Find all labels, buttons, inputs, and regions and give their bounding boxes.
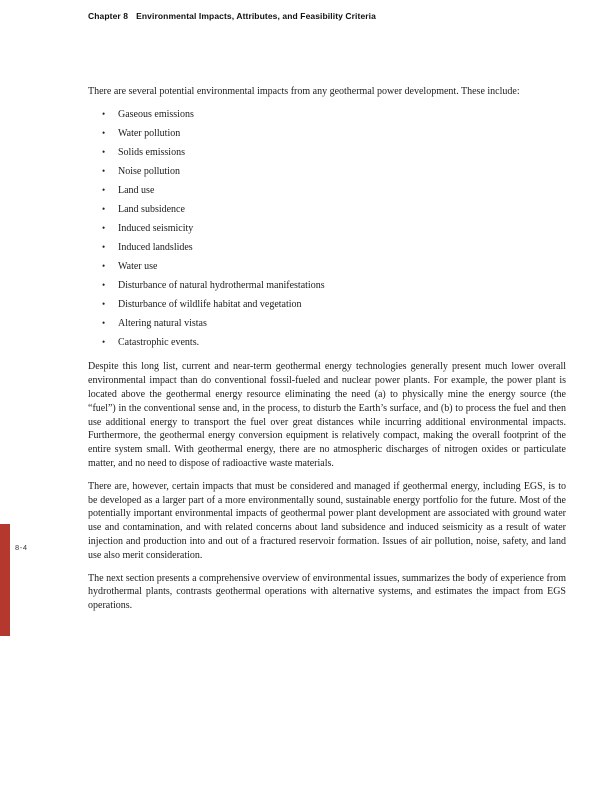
bullet-item: • Altering natural vistas <box>88 317 566 331</box>
bullet-item: • Induced landslides <box>88 241 566 255</box>
bullet-item: • Land use <box>88 184 566 198</box>
bullet-item: • Induced seismicity <box>88 222 566 236</box>
page-number-tab <box>0 524 40 636</box>
bullet-item: • Disturbance of natural hydrothermal manifestations <box>88 279 566 293</box>
bullet-item: • Gaseous emissions <box>88 108 566 122</box>
bullet-list <box>88 108 566 350</box>
bullet-item: • Disturbance of wildlife habitat and vegetation <box>88 298 566 312</box>
body-paragraph: There are, however, certain impacts that must be considered and managed if geothermal energy, including EGS, is to be developed as a larger part of a more environmentally sound, sustainable energy portfolio for the future. Most of the potentially important environmental impacts of geothermal power plant development are associated with ground water use and contamination, and with related concerns about land subsidence and induced seismicity as a result of water injection and production into and out of a fractured reservoir formation. Issues of air pollution, noise, safety, and land use also merit consideration. <box>88 480 566 561</box>
bullet-item: • Water use <box>88 260 566 274</box>
page-body <box>88 85 566 622</box>
bullet-item: • Catastrophic events. <box>88 336 566 350</box>
body-paragraph: Despite this long list, current and near-term geothermal energy technologies generally present much lower overall environmental impact than do conventional fossil-fueled and nuclear power plants. For example, the power plant is located above the geothermal energy resource eliminating the need (a) to physically mine the energy source (the “fuel”) in the conventional sense and, in the process, to disturb the Earth’s surface, and (b) to process the fuel and then use additional energy to transport the fuel over great distances while incurring additional environmental impacts. Furthermore, the geothermal energy conversion equipment is relatively compact, making the overall footprint of the entire system small. With geothermal energy, there are no atmospheric discharges of nitrogen oxides or particulate matter, and no need to dispose of radioactive waste materials. <box>88 361 566 469</box>
bullet-item: • Water pollution <box>88 127 566 141</box>
body-paragraph: The next section presents a comprehensive overview of environmental issues, summarizes the body of experience from hydrothermal plants, contrasts geothermal operations with alternative systems, and estimates the impact from EGS operations. <box>88 572 566 612</box>
red-accent-bar <box>0 524 10 636</box>
bullet-item: • Land subsidence <box>88 203 566 217</box>
page-header <box>88 11 376 21</box>
bullet-item: • Solids emissions <box>88 146 566 160</box>
chapter-label: Chapter 8 <box>88 11 129 21</box>
intro-paragraph: There are several potential environmental impacts from any geothermal power development. These include: <box>88 86 520 97</box>
bullet-item: • Noise pollution <box>88 165 566 179</box>
chapter-title: Environmental Impacts, Attributes, and Feasibility Criteria <box>136 11 376 21</box>
page-number: 8-4 <box>15 543 28 552</box>
